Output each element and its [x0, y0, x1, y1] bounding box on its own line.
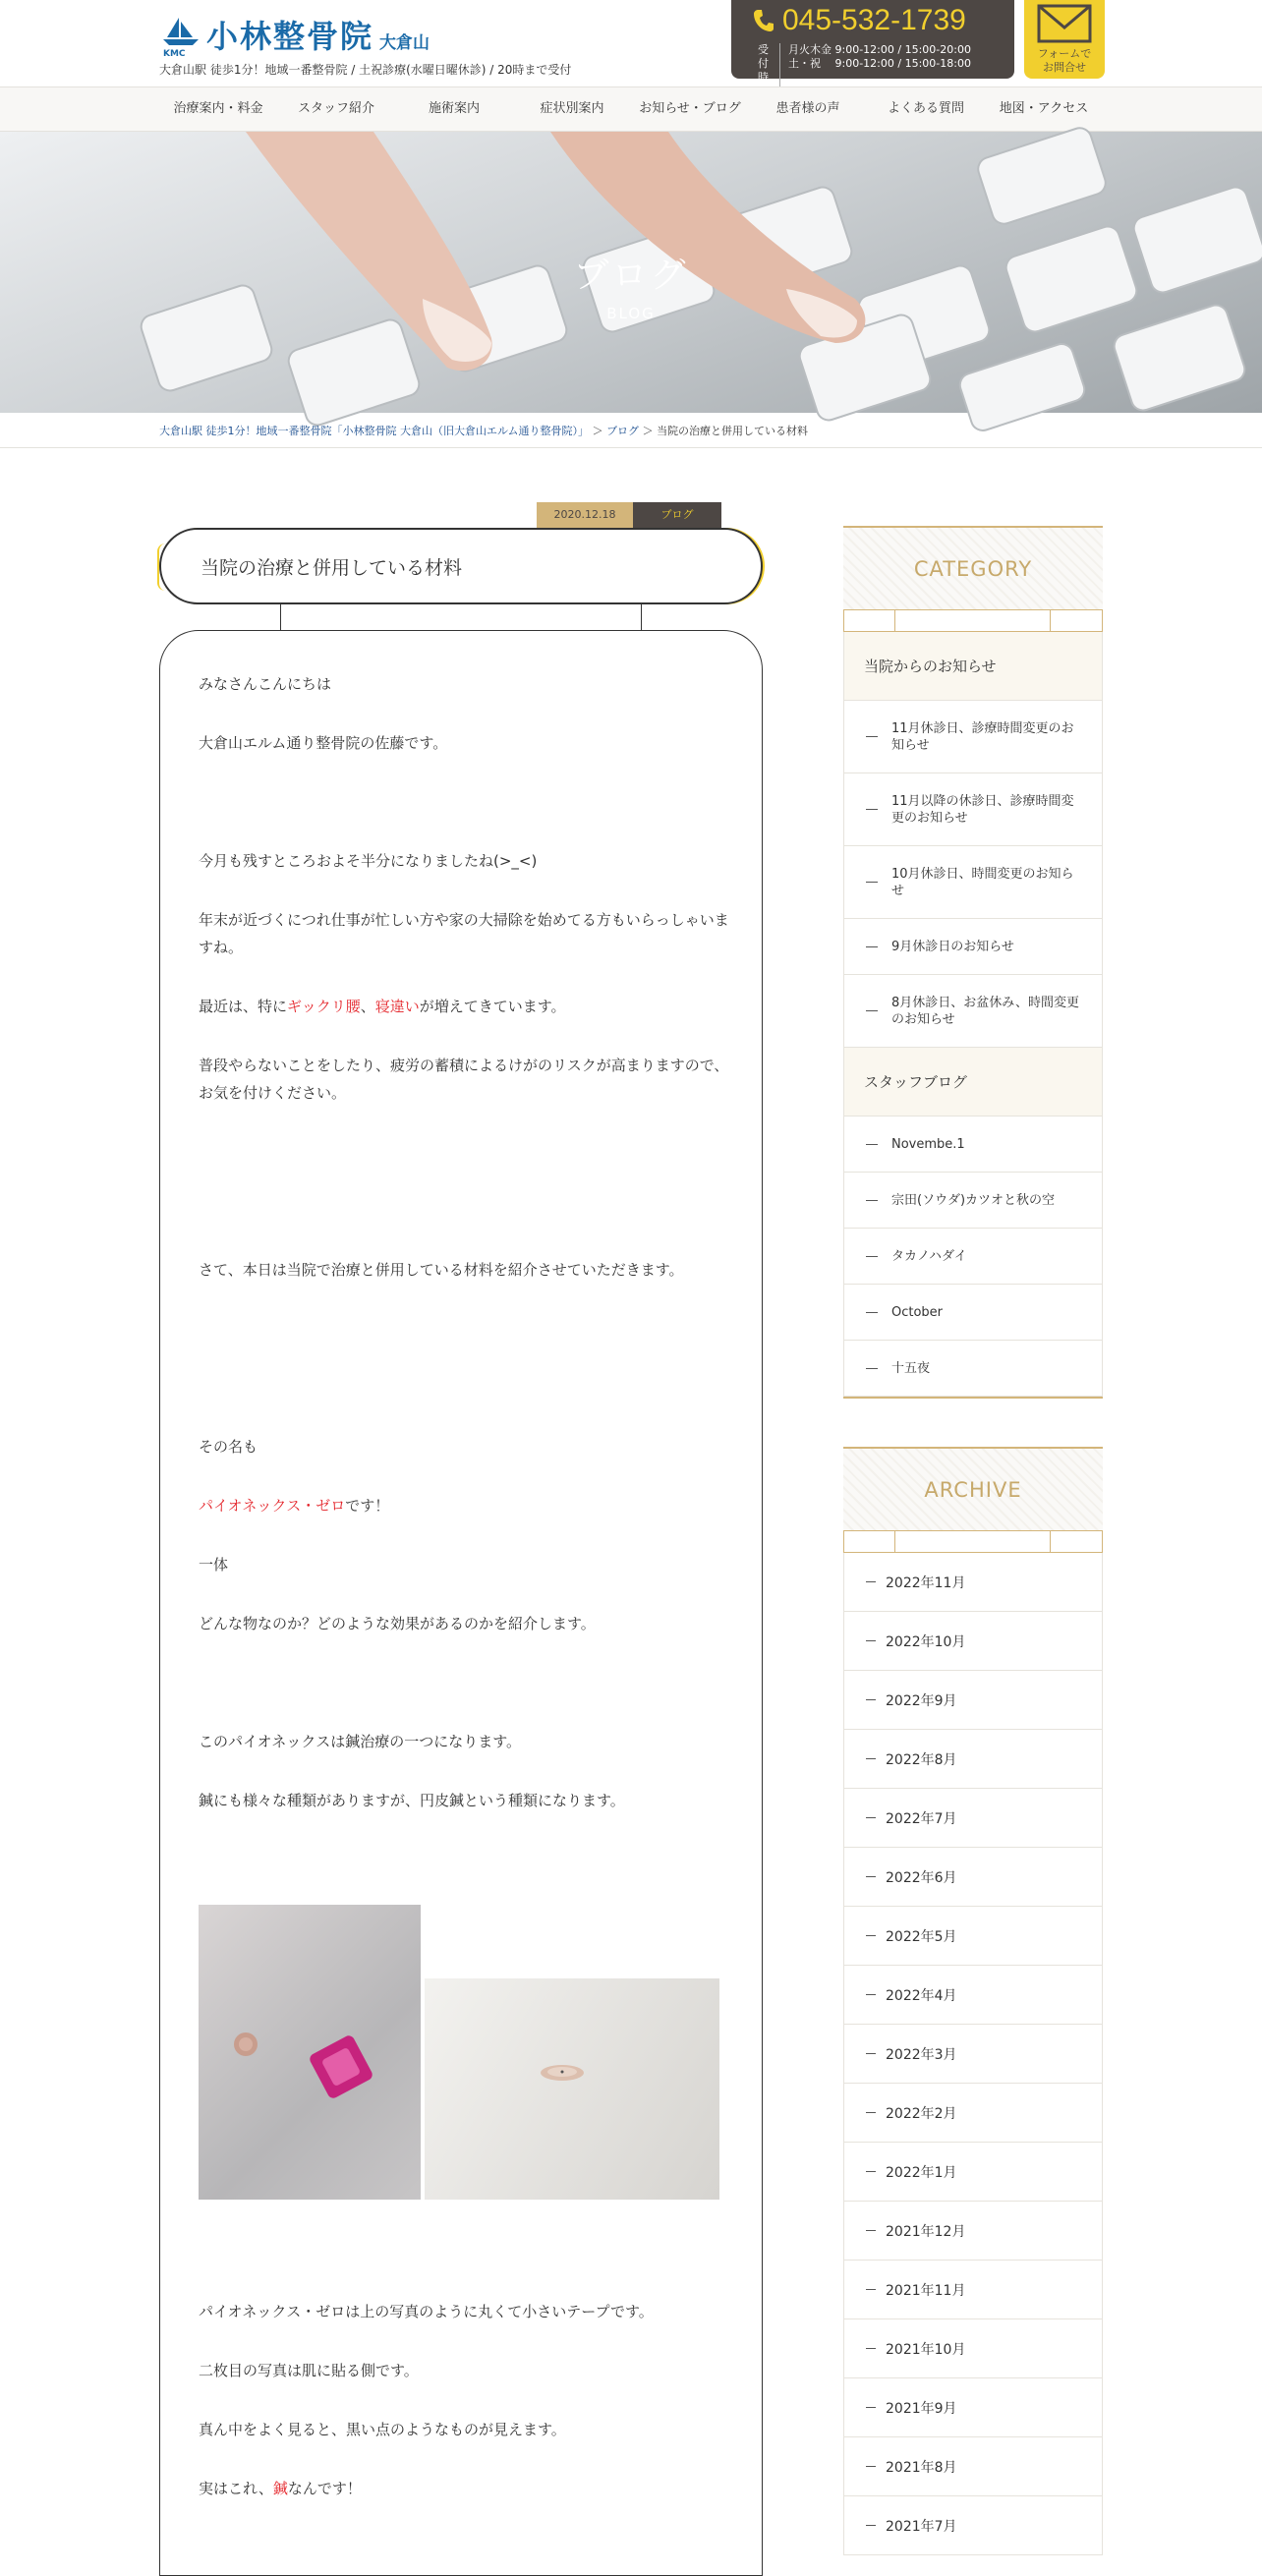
- archive-item-label: 2021年7月: [886, 2518, 957, 2535]
- archive-item-label: 2022年4月: [886, 1987, 957, 2004]
- logo-subtitle: 大倉山: [379, 33, 430, 53]
- category-item[interactable]: [843, 1285, 1103, 1341]
- category-item[interactable]: [843, 1341, 1103, 1397]
- nav-item-news-blog[interactable]: お知らせ・ブログ: [639, 101, 741, 116]
- archive-item-label: 2021年11月: [886, 2282, 966, 2299]
- breadcrumb-blog-link[interactable]: ブログ: [606, 425, 640, 437]
- breadcrumb-separator: ＞: [639, 425, 658, 437]
- post-paragraph: 真ん中をよく見ると、黒い点のようなものが見えます。: [199, 2421, 566, 2438]
- hero-subtitle: BLOG: [606, 305, 656, 322]
- archive-item-label: 2022年8月: [886, 1751, 957, 1768]
- archive-item-label: 2021年8月: [886, 2459, 957, 2476]
- highlight-text: 寝違い: [374, 998, 420, 1015]
- archive-item[interactable]: [843, 1553, 1103, 1612]
- post-paragraph: 大倉山エルム通り整骨院の佐藤です。: [199, 734, 448, 752]
- breadcrumb-separator: ＞: [589, 425, 607, 437]
- category-item[interactable]: [843, 701, 1103, 773]
- post-paragraph: 鍼にも様々な種類がありますが、円皮鍼という種類になります。: [199, 1792, 625, 1809]
- text-run: なんです！: [287, 2480, 362, 2497]
- logo-title: 小林整骨院: [206, 18, 374, 55]
- phone-number-text: 045-532-1739: [782, 4, 966, 36]
- phone-icon: [753, 9, 774, 32]
- title-connector-right: [641, 604, 642, 632]
- text-run: が増えてきています。: [419, 998, 566, 1015]
- phone-box[interactable]: [731, 0, 1014, 84]
- archive-item[interactable]: [843, 1848, 1103, 1907]
- post-paragraph: その名も: [199, 1438, 258, 1456]
- post-paragraph: 一体: [199, 1556, 229, 1574]
- header-tagline: 大倉山駅 徒歩1分！地域一番整骨院 / 土祝診療(水曜日曜休診) / 20時まで受付: [159, 63, 572, 77]
- archive-item-label: 2022年6月: [886, 1869, 957, 1886]
- logo[interactable]: [159, 12, 430, 57]
- category-item-label: 8月休診日、お盆休み、時間変更のお知らせ: [891, 995, 1080, 1027]
- archive-item[interactable]: [843, 1730, 1103, 1789]
- nav-item-symptoms[interactable]: 症状別案内: [540, 101, 604, 116]
- category-item-label: October: [891, 1304, 944, 1320]
- post-paragraph: 年末が近づくにつれ仕事が忙しい方や家の大掃除を始めてる方もいらっしゃいますね。: [199, 911, 729, 956]
- category-item[interactable]: [843, 919, 1103, 975]
- post-paragraph: 今月も残すところおよそ半分になりましたね(>_<): [199, 852, 538, 870]
- archive-item[interactable]: [843, 2084, 1103, 2143]
- post-date: 2020.12.18: [537, 502, 633, 528]
- sidebar-archive: [843, 1447, 1103, 2555]
- category-item-label: 十五夜: [891, 1360, 931, 1376]
- archive-item[interactable]: [843, 2025, 1103, 2084]
- archive-tabs-decoration: [843, 1531, 1103, 1553]
- category-item[interactable]: [843, 773, 1103, 846]
- post-paragraph: 二枚目の写真は肌に貼る側です。: [199, 2362, 419, 2379]
- archive-item-label: 2022年2月: [886, 2105, 957, 2122]
- nav-item-access[interactable]: 地図・アクセス: [999, 101, 1089, 116]
- hours-label-line2: 時: [758, 71, 769, 84]
- title-connector-left: [280, 604, 281, 632]
- archive-item-label: 2022年10月: [886, 1633, 966, 1650]
- archive-item[interactable]: [843, 1612, 1103, 1671]
- text-run: 、: [360, 998, 375, 1015]
- hero-title: ブログ: [573, 256, 689, 296]
- archive-item[interactable]: [843, 1671, 1103, 1730]
- nav-item-staff[interactable]: スタッフ紹介: [297, 101, 374, 116]
- category-item[interactable]: [843, 846, 1103, 919]
- category-group-notices[interactable]: 当院からのお知らせ: [843, 632, 1103, 701]
- archive-item-label: 2022年3月: [886, 2046, 957, 2063]
- archive-item-label: 2021年12月: [886, 2223, 966, 2240]
- pionex-photo-front: [199, 1905, 421, 2200]
- nav-item-voices[interactable]: 患者様の声: [775, 101, 840, 116]
- contact-form-button[interactable]: [1024, 0, 1105, 79]
- archive-item[interactable]: [843, 2202, 1103, 2261]
- archive-item-label: 2021年10月: [886, 2341, 966, 2358]
- mail-icon: [1037, 4, 1092, 43]
- category-item[interactable]: [843, 1173, 1103, 1229]
- post-paragraph: さて、本日は当院で治療と併用している材料を紹介させていただきます。: [199, 1261, 684, 1279]
- post-paragraph: このパイオネックスは鍼治療の一つになります。: [199, 1733, 522, 1750]
- logo-kmc-text: KMC: [163, 49, 186, 59]
- hours-weekday: 月火木金 9:00-12:00 / 15:00-20:00: [788, 43, 971, 56]
- post-paragraph: [199, 2475, 729, 2502]
- text-run: 最近は、特に: [199, 998, 288, 1015]
- text-run: です！: [345, 1497, 390, 1515]
- global-nav: [0, 86, 1262, 132]
- category-heading: CATEGORY: [843, 526, 1103, 610]
- archive-heading: ARCHIVE: [843, 1447, 1103, 1531]
- category-item[interactable]: [843, 1229, 1103, 1285]
- highlight-text: 鍼: [272, 2480, 288, 2497]
- breadcrumb-current: 当院の治療と併用している材料: [657, 425, 809, 437]
- archive-item[interactable]: [843, 2437, 1103, 2496]
- archive-item[interactable]: [843, 1966, 1103, 2025]
- archive-item[interactable]: [843, 2319, 1103, 2378]
- category-item-label: 11月以降の休診日、診療時間変更のお知らせ: [891, 793, 1074, 826]
- archive-item-label: 2022年9月: [886, 1692, 957, 1709]
- post-paragraph: 普段やらないことをしたり、疲労の蓄積によるけがのリスクが高まりますので、お気を付けください。: [199, 1057, 729, 1102]
- text-run: 実はこれ、: [199, 2480, 273, 2497]
- archive-item-label: 2022年7月: [886, 1810, 957, 1827]
- archive-item[interactable]: [843, 1789, 1103, 1848]
- archive-item[interactable]: [843, 2378, 1103, 2437]
- pionex-photo-back: [425, 1978, 719, 2200]
- mail-label-line2: お問合せ: [1043, 61, 1086, 74]
- post-meta: [537, 502, 721, 528]
- breadcrumb: [159, 423, 808, 438]
- category-item-label: 11月休診日、診療時間変更のお知らせ: [891, 720, 1074, 753]
- ship-logo-icon: [159, 14, 202, 57]
- category-item[interactable]: [843, 975, 1103, 1048]
- category-item-label: Novembe.1: [891, 1136, 965, 1152]
- category-bottom-border: [843, 1397, 1103, 1399]
- post-paragraph: みなさんこんにちは: [199, 675, 332, 693]
- category-item-label: 9月休診日のお知らせ: [891, 939, 1014, 954]
- breadcrumb-home-link[interactable]: 大倉山駅 徒歩1分！地域一番整骨院「小林整骨院 大倉山（旧大倉山エルム通り整骨院）」: [159, 425, 590, 437]
- highlight-text: ギックリ腰: [287, 998, 361, 1015]
- phone-number[interactable]: [753, 4, 966, 37]
- post-title: 当院の治療と併用している材料: [159, 528, 763, 604]
- archive-item-label: 2022年1月: [886, 2164, 957, 2181]
- archive-item[interactable]: [843, 2143, 1103, 2202]
- hours-weekend: 土・祝 9:00-12:00 / 15:00-18:00: [788, 57, 971, 70]
- site-header: [0, 0, 1262, 86]
- nav-item-procedures[interactable]: 施術案内: [428, 101, 480, 116]
- sidebar-category: [843, 526, 1103, 1399]
- archive-item-label: 2022年5月: [886, 1928, 957, 1945]
- post-category-tag[interactable]: ブログ: [633, 502, 721, 528]
- archive-item-label: 2022年11月: [886, 1574, 966, 1591]
- archive-item[interactable]: [843, 2261, 1103, 2319]
- breadcrumb-divider: [0, 447, 1262, 448]
- nav-item-faq[interactable]: よくある質問: [887, 101, 964, 116]
- category-item-label: タカノハダイ: [891, 1248, 967, 1264]
- highlight-text: パイオネックス・ゼロ: [199, 1497, 346, 1515]
- mail-label-line1: フォームで: [1037, 47, 1092, 60]
- post-paragraph: どんな物なのか？どのような効果があるのかを紹介します。: [199, 1615, 596, 1632]
- post-paragraph: [199, 993, 729, 1020]
- archive-item[interactable]: [843, 1907, 1103, 1966]
- archive-item-label: 2021年9月: [886, 2400, 957, 2417]
- hero-banner: [0, 132, 1262, 413]
- category-group-staff-blog[interactable]: スタッフブログ: [843, 1048, 1103, 1116]
- category-tabs-decoration: [843, 610, 1103, 632]
- post-paragraph: [199, 1492, 729, 1519]
- nav-item-treatment[interactable]: 治療案内・料金: [173, 101, 263, 116]
- category-item[interactable]: [843, 1116, 1103, 1173]
- category-item-label: 宗田(ソウダ)カツオと秋の空: [891, 1192, 1056, 1208]
- hours-label-line1: 受付: [758, 43, 769, 70]
- post-paragraph: パイオネックス・ゼロは上の写真のように丸くて小さいテープです。: [199, 2303, 654, 2320]
- category-item-label: 10月休診日、時間変更のお知らせ: [891, 866, 1074, 898]
- archive-item[interactable]: [843, 2496, 1103, 2555]
